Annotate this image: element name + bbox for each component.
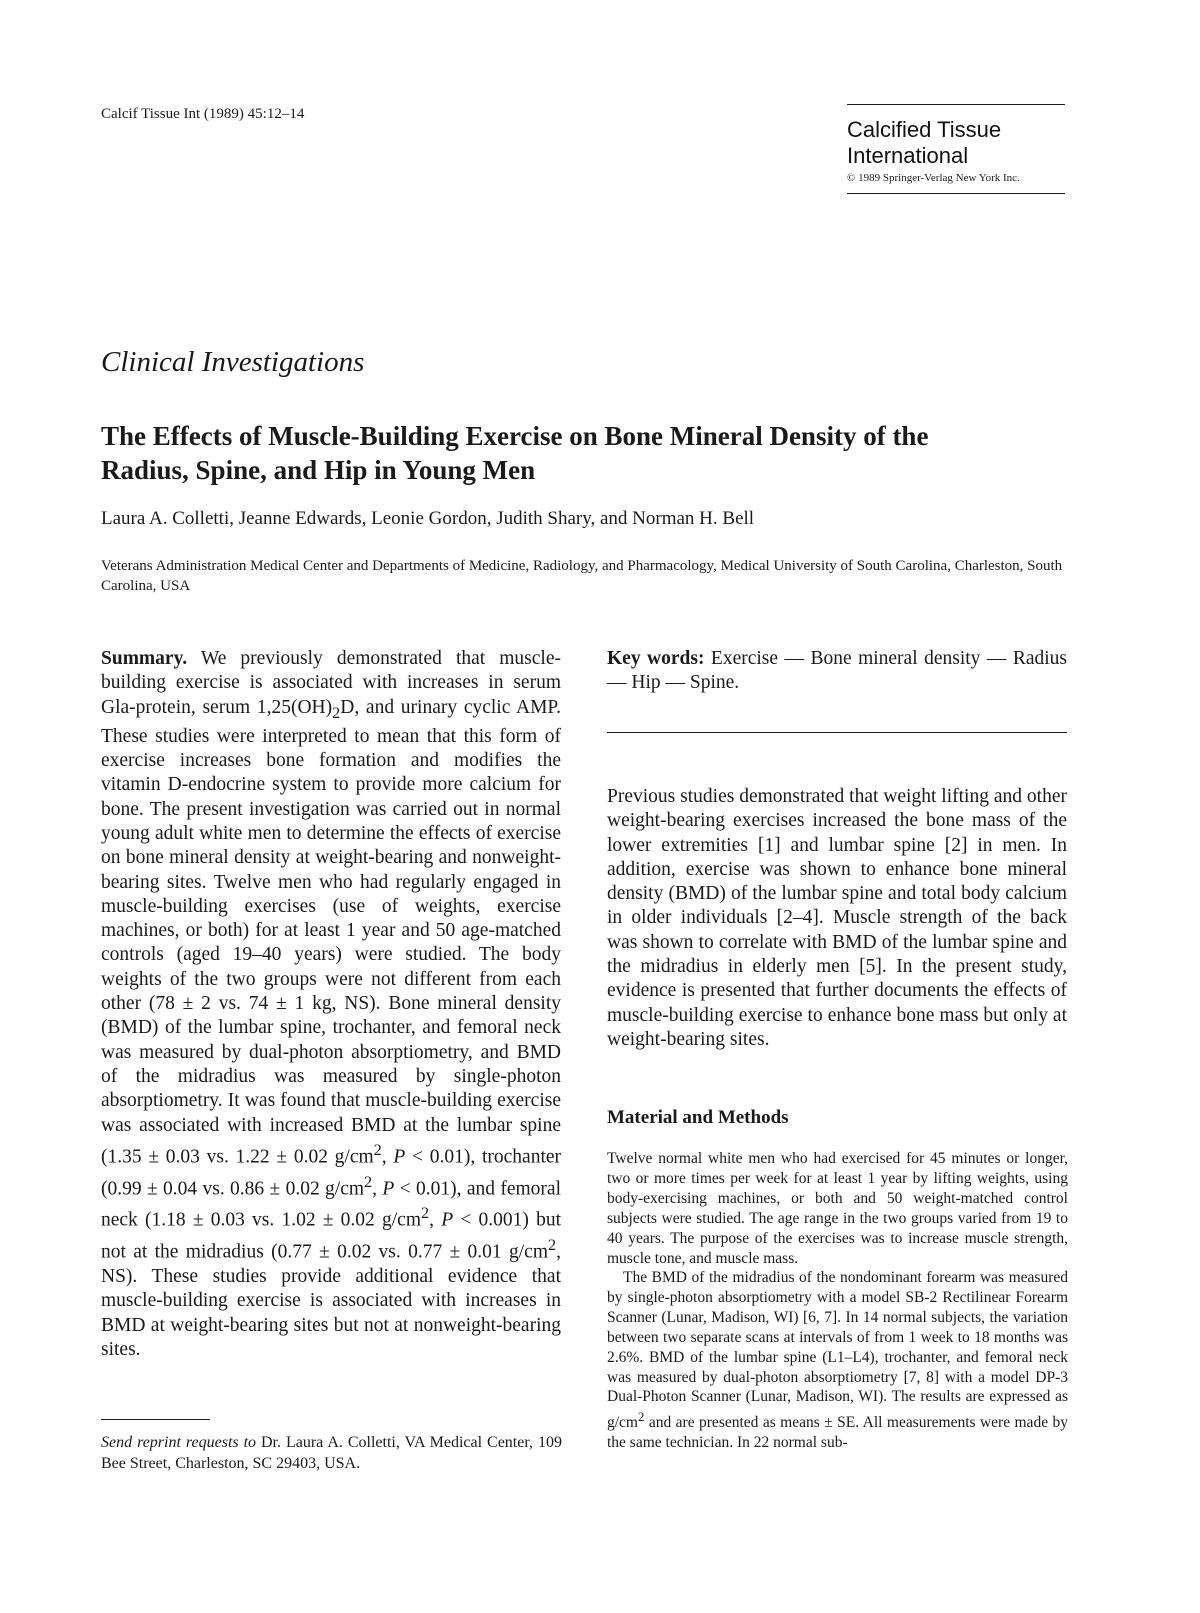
summary-label: Summary. (101, 648, 188, 669)
title-line-1: The Effects of Muscle-Building Exercise on Bone Mineral Density of the (101, 421, 929, 451)
methods-text: and are presented as means ± SE. All measurements were made by the same technician. In 22 normal sub- (607, 1414, 1068, 1452)
summary-text: , (381, 1146, 394, 1168)
affiliation: Veterans Administration Medical Center and Departments of Medicine, Radiology, and Pharmacology, Medical University of South Carolina, Charleston, South Carolina, USA (101, 558, 1063, 594)
summary-text: , NS). These studies provide additional evidence that muscle-building exercise is associated with increases in BMD at weight-bearing sites but not at nonweight-bearing sites. (101, 1241, 561, 1360)
journal-citation: Calcif Tissue Int (1989) 45:12–14 (101, 106, 305, 122)
p-value-symbol: P (441, 1209, 454, 1231)
methods-text: The BMD of the midradius of the nondominant forearm was measured by single-photon absorptiometry with a model SB-2 Rectilinear Forearm Scanner (Lunar, Madison, WI) [6, 7]. In 14 normal subjects, the variation between two separate scans at intervals of from 1 week to 18 months was 2.6%. BMD of the lumbar spine (L1–L4), trochanter, and femoral neck was measured by dual-photon absorptiometry [7, 8] with a model DP-3 Dual-Photon Scanner (Lunar, Madison, WI). The results are expressed as g/cm (607, 1269, 1068, 1432)
methods-heading: Material and Methods (607, 1107, 789, 1128)
journal-name (847, 117, 1065, 169)
journal-masthead (847, 104, 1065, 194)
superscript: 2 (638, 1409, 645, 1425)
masthead-top-rule (847, 104, 1065, 105)
superscript: 2 (373, 1140, 382, 1159)
summary-text: , (372, 1178, 383, 1200)
journal-name-line1: Calcified Tissue (847, 117, 1002, 142)
summary-text: < 0.01), trochanter (0.99 ± 0.04 vs. 0.86 ± 0.02 g/cm (101, 1146, 562, 1200)
p-value-symbol: P (382, 1178, 395, 1200)
footnote-text: Dr. Laura A. Colletti, VA Medical Center, 109 Bee Street, Charleston, SC 29403, USA. (101, 1434, 563, 1472)
summary-text: We previously demonstrated that muscle-building exercise is associated with increases in serum Gla-protein, serum 1,25(OH) (101, 648, 561, 718)
subscript: 2 (332, 703, 341, 722)
article-title (101, 419, 1101, 487)
keywords-label: Key words: (607, 648, 705, 669)
summary-abstract (101, 647, 561, 1362)
journal-name-line2: International (847, 143, 969, 168)
methods-paragraph-2 (607, 1268, 1068, 1453)
superscript: 2 (548, 1236, 557, 1255)
title-line-2: Radius, Spine, and Hip in Young Men (101, 455, 536, 485)
reprint-footnote (101, 1432, 562, 1474)
copyright-notice: © 1989 Springer-Verlag New York Inc. (847, 172, 1020, 184)
superscript: 2 (421, 1204, 430, 1223)
superscript: 2 (364, 1172, 373, 1191)
introduction-paragraph: Previous studies demonstrated that weight lifting and other weight-bearing exercises increased the bone mass of the lower extremities [1] and lumbar spine [2] in men. In addition, exercise was shown to enhance bone mineral density (BMD) of the lumbar spine and total body calcium in older individuals [2–4]. Muscle strength of the back was shown to correlate with BMD of the lumbar spine and the midradius in elderly men [5]. In the present study, evidence is presented that further documents the effects of muscle-building exercise to enhance bone mass but only at weight-bearing sites. (607, 786, 1067, 1050)
methods-paragraph-1: Twelve normal white men who had exercised for 45 minutes or longer, two or more times per week for at least 1 year by lifting weights, using body-exercising machines, or both and 50 weight-matched control subjects were studied. The age range in the two groups varied from 19 to 40 years. The purpose of the exercises was to increase muscle strength, muscle tone, and muscle mass. (607, 1150, 1068, 1267)
keywords (607, 647, 1067, 696)
masthead-bottom-rule (847, 193, 1065, 194)
summary-text: < 0.01), and femoral neck (1.18 ± 0.03 vs. 1.02 ± 0.02 g/cm (101, 1178, 562, 1231)
author-list: Laura A. Colletti, Jeanne Edwards, Leonie Gordon, Judith Shary, and Norman H. Bell (101, 508, 755, 529)
section-label: Clinical Investigations (101, 346, 365, 378)
keywords-text: Exercise — Bone mineral density — Radius — Hip — Spine. (607, 648, 1067, 694)
footnote-rule (101, 1419, 210, 1420)
p-value-symbol: P (393, 1146, 406, 1168)
keywords-divider (607, 732, 1067, 733)
summary-text: D, and urinary cyclic AMP. These studies were interpreted to mean that this form of exercise increases bone formation and modifies the vitamin D-endocrine system to provide more calcium for bone. The present investigation was carried out in normal young adult white men to determine the effects of exercise on bone mineral density at weight-bearing and nonweight-bearing sites. Twelve men who had regularly engaged in muscle-building exercises (use of weights, exercise machines, or both) for at least 1 year and 50 age-matched controls (aged 19–40 years) were studied. The body weights of the two groups were not different from each other (78 ± 2 vs. 74 ± 1 kg, NS). Bone mineral density (BMD) of the lumbar spine, trochanter, and femoral neck was measured by dual-photon absorptiometry, and BMD of the midradius was measured by single-photon absorptiometry. It was found that muscle-building exercise was associated with increased BMD at the lumbar spine (1.35 ± 0.03 vs. 1.22 ± 0.02 g/cm (101, 696, 561, 1168)
footnote-label: Send reprint requests to (101, 1434, 257, 1451)
summary-text: , (429, 1209, 442, 1231)
summary-text: < 0.001) but not at the midradius (0.77 ± 0.02 vs. 0.77 ± 0.01 g/cm (101, 1209, 561, 1263)
